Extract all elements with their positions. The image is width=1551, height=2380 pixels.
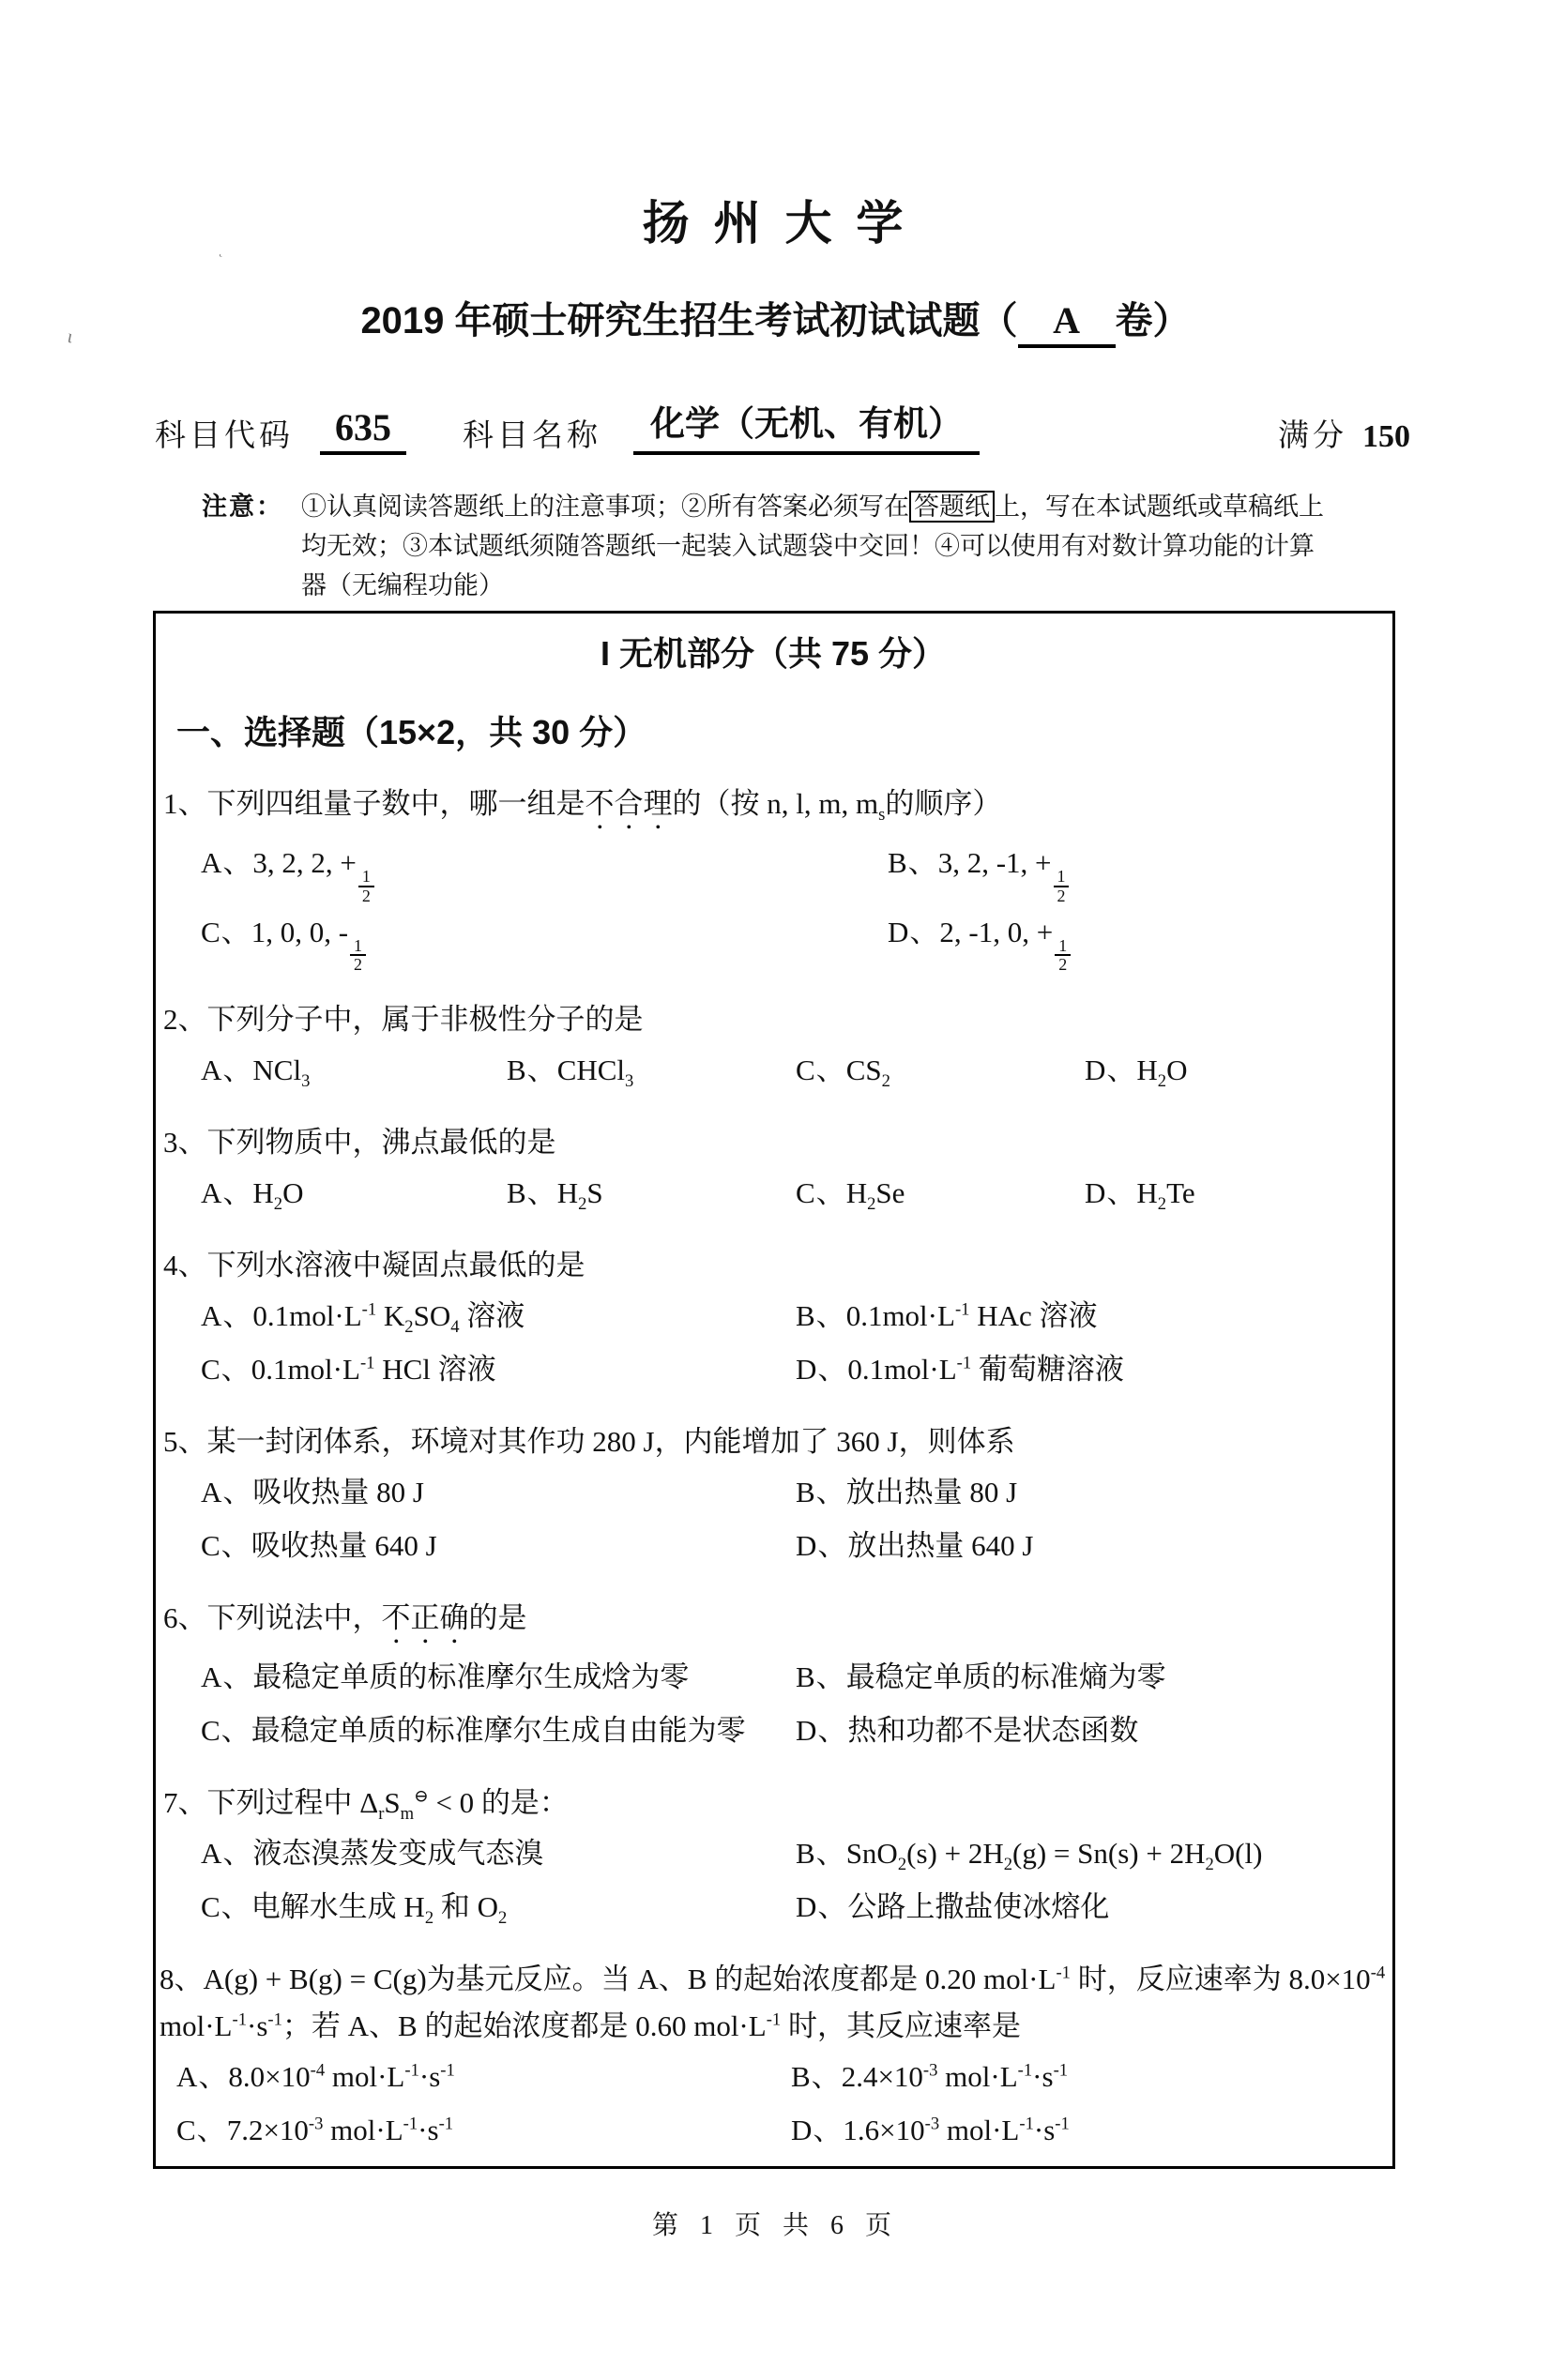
option-text: 最稳定单质的标准熵为零 xyxy=(845,1660,1166,1694)
option-C xyxy=(796,1166,1085,1220)
option-label: B、 xyxy=(796,1299,846,1333)
subject-name-label: 科目名称 xyxy=(463,419,601,453)
exam-title-suffix: 卷） xyxy=(1115,300,1191,341)
option-C xyxy=(201,1519,796,1572)
options xyxy=(201,1650,1383,1757)
option-D xyxy=(796,1519,1383,1572)
question-stem: 1、下列四组量子数中，哪一组是不合理的（按 n, l, m, $m_s$的顺序） xyxy=(163,787,1002,826)
option-D xyxy=(888,905,1383,975)
option-label: C、 xyxy=(176,2114,227,2147)
option-C xyxy=(201,1342,796,1396)
question-list xyxy=(160,781,1386,2157)
question-stem-continuation: $mol\cdot L^{-1}\cdot s^{-1}$；若 A、B 的起始浓度都是 0.60 $mol\cdot L^{-1}$ 时，其反应速率是 xyxy=(160,2009,1021,2043)
option-A xyxy=(201,836,888,905)
option-text: $0.1mol\cdot L^{-1}$ 葡萄糖溶液 xyxy=(847,1353,1124,1387)
question-6 xyxy=(163,1595,1383,1757)
option-text: CHCl$_3$ xyxy=(556,1054,634,1092)
option-label: B、 xyxy=(796,1476,846,1509)
option-A xyxy=(201,1289,796,1342)
options xyxy=(201,1289,1383,1396)
option-text: 吸收热量 80 J xyxy=(252,1476,424,1509)
option-label: B、 xyxy=(791,2060,842,2094)
option-B xyxy=(507,1166,796,1220)
question-stem: 5、某一封闭体系，环境对其作功 280 J，内能增加了 360 J，则体系 xyxy=(163,1425,1015,1459)
question-2 xyxy=(163,996,1383,1097)
option-A xyxy=(201,1043,507,1097)
university-title: 扬 州 大 学 xyxy=(642,197,909,250)
option-B xyxy=(796,1827,1383,1880)
option-text: 吸收热量 640 J xyxy=(251,1529,437,1563)
option-text: $H_2O$ xyxy=(252,1176,304,1215)
option-label: D、 xyxy=(791,2114,844,2147)
options xyxy=(201,1043,1383,1097)
question-stem: 7、下列过程中 $\Delta_rS_m^⊖ < 0$ 的是： xyxy=(163,1786,569,1825)
option-text: $2.4\times 10^{-3}$ $mol\cdot L^{-1}\cdot s^{-1}$ xyxy=(841,2060,1069,2094)
option-text: 电解水生成 $H_2$ 和 $O_2$ xyxy=(251,1890,508,1929)
option-label: A、 xyxy=(201,1476,253,1509)
option-label: C、 xyxy=(796,1054,846,1087)
options xyxy=(201,1166,1383,1220)
option-D xyxy=(796,1880,1383,1933)
option-text: 3, 2, -1, + $\frac{1}{2}$ xyxy=(938,846,1072,879)
question-1 xyxy=(163,781,1383,974)
question-stem: 8、A(g) + B(g) = C(g)为基元反应。当 A、B 的起始浓度都是 0.20 $mol\cdot L^{-1}$ 时，反应速率为 $8.0\times 10^{-4}$ xyxy=(160,1963,1386,1996)
option-label: C、 xyxy=(201,915,251,948)
question-stem: 3、下列物质中，沸点最低的是 xyxy=(163,1126,556,1160)
option-text: 1, 0, 0, - $\frac{1}{2}$ xyxy=(251,916,368,948)
option-D xyxy=(796,1342,1383,1396)
option-text: NCl$_3$ xyxy=(252,1054,311,1092)
option-text: 公路上撒盐使冰熔化 xyxy=(847,1890,1110,1924)
option-label: C、 xyxy=(201,1529,251,1563)
part-title: I 无机部分（共 75 分） xyxy=(600,634,947,673)
option-label: C、 xyxy=(201,1353,251,1387)
option-text: 热和功都不是状态函数 xyxy=(847,1714,1139,1748)
option-label: A、 xyxy=(201,1176,253,1210)
subject-name: 化学（无机、有机） xyxy=(633,395,980,455)
notice-answer-sheet-box: 答题纸 xyxy=(909,491,995,523)
option-D xyxy=(796,1704,1383,1757)
option-label: D、 xyxy=(1085,1054,1137,1087)
option-B xyxy=(507,1043,796,1097)
option-C xyxy=(201,905,888,975)
notice-line-2: 均无效；③本试题纸须随答题纸一起装入试题袋中交回！④可以使用有对数计算功能的计算 xyxy=(301,532,1315,560)
option-C xyxy=(176,2103,791,2157)
option-text: 最稳定单质的标准摩尔生成焓为零 xyxy=(252,1660,690,1694)
option-label: A、 xyxy=(201,846,253,879)
option-label: D、 xyxy=(888,915,940,948)
notice-label: 注意： xyxy=(202,493,283,521)
question-5 xyxy=(163,1418,1383,1572)
options xyxy=(201,836,1383,974)
option-label: D、 xyxy=(796,1353,848,1387)
scan-artifact: ˛ xyxy=(219,244,223,258)
option-label: B、 xyxy=(507,1176,557,1210)
option-text: $CS_2$ xyxy=(845,1054,890,1092)
question-stem: 6、下列说法中，不正确的是 xyxy=(163,1601,527,1635)
subject-row xyxy=(155,395,1410,455)
option-label: B、 xyxy=(888,846,938,879)
option-B xyxy=(796,1465,1383,1519)
exam-body-box xyxy=(153,611,1395,2169)
option-label: B、 xyxy=(507,1054,557,1087)
option-text: $8.0\times 10^{-4}$ $mol\cdot L^{-1}\cdot s^{-1}$ xyxy=(228,2060,455,2094)
option-label: D、 xyxy=(796,1714,848,1748)
option-C xyxy=(201,1704,796,1757)
option-C xyxy=(796,1043,1085,1097)
option-text: $7.2\times 10^{-3}$ $mol\cdot L^{-1}\cdot s^{-1}$ xyxy=(226,2114,454,2147)
full-score-label: 满分 xyxy=(1278,419,1347,453)
exam-title xyxy=(0,291,1551,348)
option-text: $H_2O$ xyxy=(1136,1054,1188,1092)
paper-letter: A xyxy=(1018,298,1116,348)
option-D xyxy=(1085,1166,1383,1220)
page-header xyxy=(0,186,1551,348)
option-text: 放出热量 640 J xyxy=(847,1529,1034,1563)
option-text: 液态溴蒸发变成气态溴 xyxy=(252,1837,544,1871)
options xyxy=(176,2050,1383,2157)
exam-title-prefix: 2019 年硕士研究生招生考试初试试题（ xyxy=(360,300,1018,341)
option-D xyxy=(1085,1043,1383,1097)
option-text: $SnO_2(s) + 2H_2(g) = Sn(s) + 2H_2O(l)$ xyxy=(845,1837,1263,1875)
option-text: 放出热量 80 J xyxy=(845,1476,1018,1509)
option-D xyxy=(791,2103,1383,2157)
option-C xyxy=(201,1880,796,1933)
option-text: 3, 2, 2, + $\frac{1}{2}$ xyxy=(252,846,375,879)
subsection-title: 一、选择题（15×2，共 30 分） xyxy=(176,713,647,751)
option-B xyxy=(888,836,1383,905)
option-text: 最稳定单质的标准摩尔生成自由能为零 xyxy=(251,1714,746,1748)
notice xyxy=(202,487,1438,605)
option-label: D、 xyxy=(1085,1176,1137,1210)
option-A xyxy=(201,1166,507,1220)
option-text: $H_2S$ xyxy=(556,1176,603,1215)
question-stem: 2、下列分子中，属于非极性分子的是 xyxy=(163,1003,644,1037)
option-label: A、 xyxy=(176,2060,229,2094)
page-footer xyxy=(0,2205,1551,2242)
option-text: 2, -1, 0, + $\frac{1}{2}$ xyxy=(939,916,1072,948)
option-label: C、 xyxy=(201,1714,251,1748)
option-A xyxy=(176,2050,791,2103)
option-B xyxy=(796,1289,1383,1342)
option-text: $0.1mol\cdot L^{-1}$ HCl 溶液 xyxy=(251,1353,496,1387)
option-B xyxy=(796,1650,1383,1704)
option-label: A、 xyxy=(201,1299,253,1333)
question-stem: 4、下列水溶液中凝固点最低的是 xyxy=(163,1249,585,1282)
option-label: A、 xyxy=(201,1054,253,1087)
question-7 xyxy=(163,1780,1383,1933)
option-label: D、 xyxy=(796,1529,848,1563)
question-3 xyxy=(163,1119,1383,1220)
option-label: C、 xyxy=(796,1176,846,1210)
notice-line-3: 器（无编程功能） xyxy=(301,571,504,599)
full-score-wrap xyxy=(1278,411,1410,455)
notice-line1-pre: ①认真阅读答题纸上的注意事项；②所有答案必须写在 xyxy=(301,493,909,521)
notice-line-1 xyxy=(301,487,1438,526)
option-label: A、 xyxy=(201,1660,253,1694)
option-A xyxy=(201,1465,796,1519)
option-A xyxy=(201,1827,796,1880)
option-text: $H_2Te$ xyxy=(1136,1176,1195,1215)
page-indicator: 第 1 页 共 6 页 xyxy=(651,2211,899,2241)
subject-code-label: 科目代码 xyxy=(155,419,294,453)
option-A xyxy=(201,1650,796,1704)
option-label: B、 xyxy=(796,1660,846,1694)
question-4 xyxy=(163,1242,1383,1396)
subject-code: 635 xyxy=(320,405,406,455)
option-text: $0.1mol\cdot L^{-1}$ HAc 溶液 xyxy=(845,1299,1098,1333)
scan-artifact: ι xyxy=(65,326,75,348)
notice-line1-post: 上，写在本试题纸或草稿纸上 xyxy=(995,493,1324,521)
option-label: A、 xyxy=(201,1837,253,1871)
option-text: $0.1mol\cdot L^{-1}$ $K_2SO_4$ 溶液 xyxy=(252,1299,525,1338)
options xyxy=(201,1465,1383,1572)
option-label: C、 xyxy=(201,1890,251,1924)
options xyxy=(201,1827,1383,1933)
option-text: $1.6\times 10^{-3}$ $mol\cdot L^{-1}\cdot s^{-1}$ xyxy=(843,2114,1070,2147)
full-score-value: 150 xyxy=(1362,419,1410,454)
option-B xyxy=(791,2050,1383,2103)
question-8 xyxy=(160,1956,1386,2157)
notice-body xyxy=(301,487,1438,605)
option-text: $H_2Se$ xyxy=(845,1176,905,1215)
option-label: D、 xyxy=(796,1890,848,1924)
option-label: B、 xyxy=(796,1837,846,1871)
